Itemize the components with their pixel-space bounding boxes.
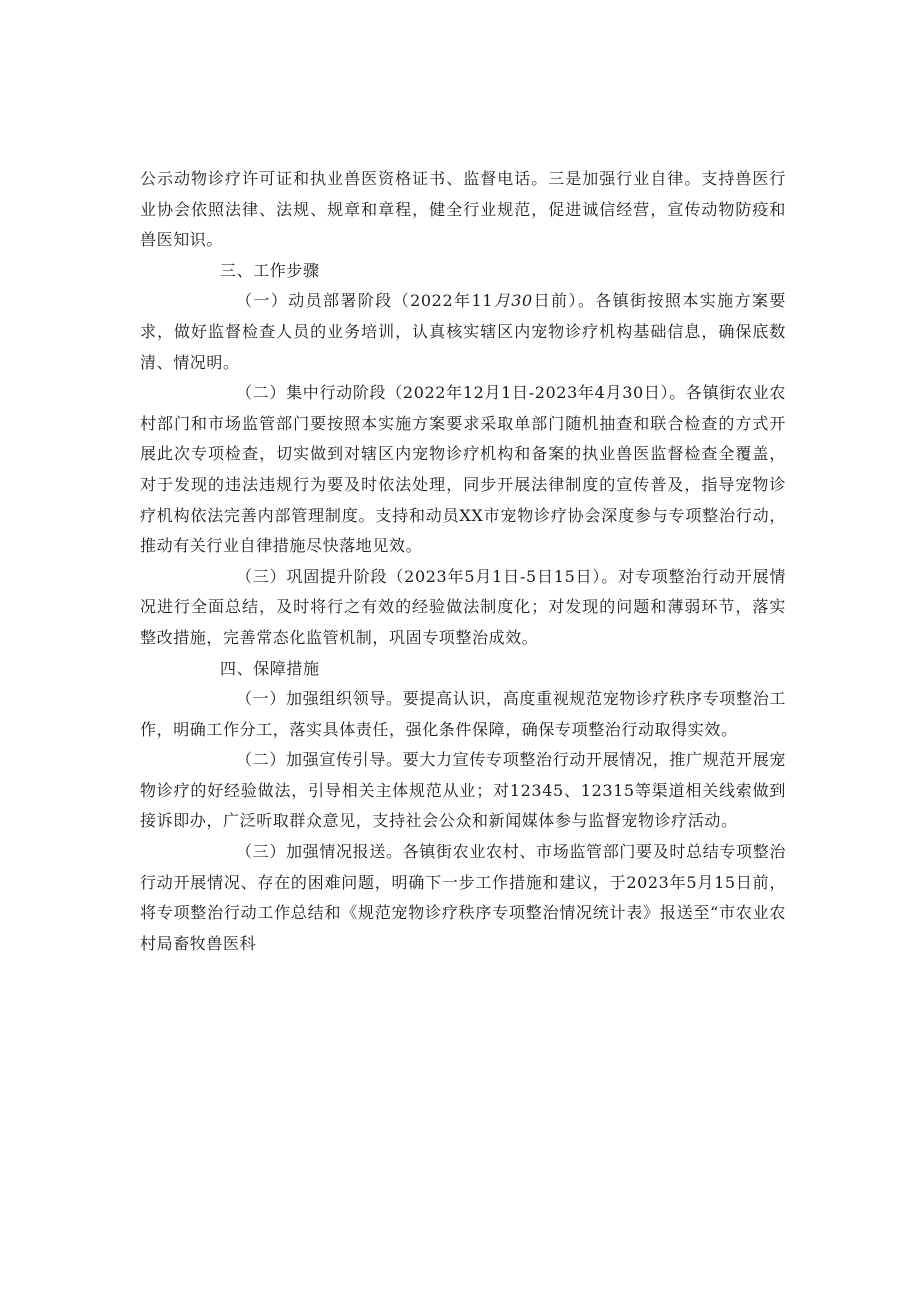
paragraph-mobilization-stage <box>140 286 786 378</box>
paragraph-mobilization-part1: （一）动员部署阶段（2022年11 <box>236 291 494 311</box>
paragraph-situation-reporting: （三）加强情况报送。各镇街农业农村、市场监管部门要及时总结专项整治行动开展情况、存在的困难问题，明确下一步工作措施和建议，于2023年5月15日前，将专项整治行动工作总结和《规范宠物诊疗秩序专项整治情况统计表》报送至“市农业农村局畜牧兽医科 <box>140 842 786 953</box>
section-heading-4: 四、保障措施 <box>220 658 320 678</box>
paragraph-continuation: 公示动物诊疗许可证和执业兽医资格证书、监督电话。三是加强行业自律。支持兽医行业协会依照法律、法规、规章和章程，健全行业规范，促进诚信经营，宣传动物防疫和兽医知识。 <box>140 169 786 250</box>
paragraph-mobilization-part3: 日前）。各镇街按照本实施方案要求，做好监督检查人员的业务培训，认真核实辖区内宠物诊疗机构基础信息，确保底数清、情况明。 <box>140 291 786 372</box>
paragraph-consolidation-stage: （三）巩固提升阶段（2023年5月1日-5日15日）。对专项整治行动开展情况进行全面总结，及时将行之有效的经验做法制度化；对发现的问题和薄弱环节，落实整改措施，完善常态化监管机制，巩固专项整治成效。 <box>140 566 786 647</box>
paragraph-concentrated-action-stage: （二）集中行动阶段（2022年12月1日-2023年4月30日）。各镇街农业农村部门和市场监管部门要按照本实施方案要求采取单部门随机抽查和联合检查的方式开展此次专项检查，切实做到对辖区内宠物诊疗机构和备案的执业兽医监督检查全覆盖，对于发现的违法违规行为要及时依法处理，同步开展法律制度的宣传普及，指导宠物诊疗机构依法完善内部管理制度。支持和动员XX市宠物诊疗协会深度参与专项整治行动，推动有关行业自律措施尽快落地见效。 <box>140 383 786 556</box>
paragraph-organization-leadership: （一）加强组织领导。要提高认识，高度重视规范宠物诊疗秩序专项整治工作，明确工作分工，落实具体责任，强化条件保障，确保专项整治行动取得实效。 <box>140 689 786 739</box>
section-heading-3: 三、工作步骤 <box>220 260 320 280</box>
paragraph-mobilization-part2: 月30 <box>493 291 533 311</box>
paragraph-publicity-guidance: （二）加强宣传引导。要大力宣传专项整治行动开展情况，推广规范开展宠物诊疗的好经验做法，引导相关主体规范从业；对12345、12315等渠道相关线索做到接诉即办，广泛听取群众意见，支持社会公众和新闻媒体参与监督宠物诊疗活动。 <box>140 750 786 831</box>
document-body <box>140 164 786 959</box>
